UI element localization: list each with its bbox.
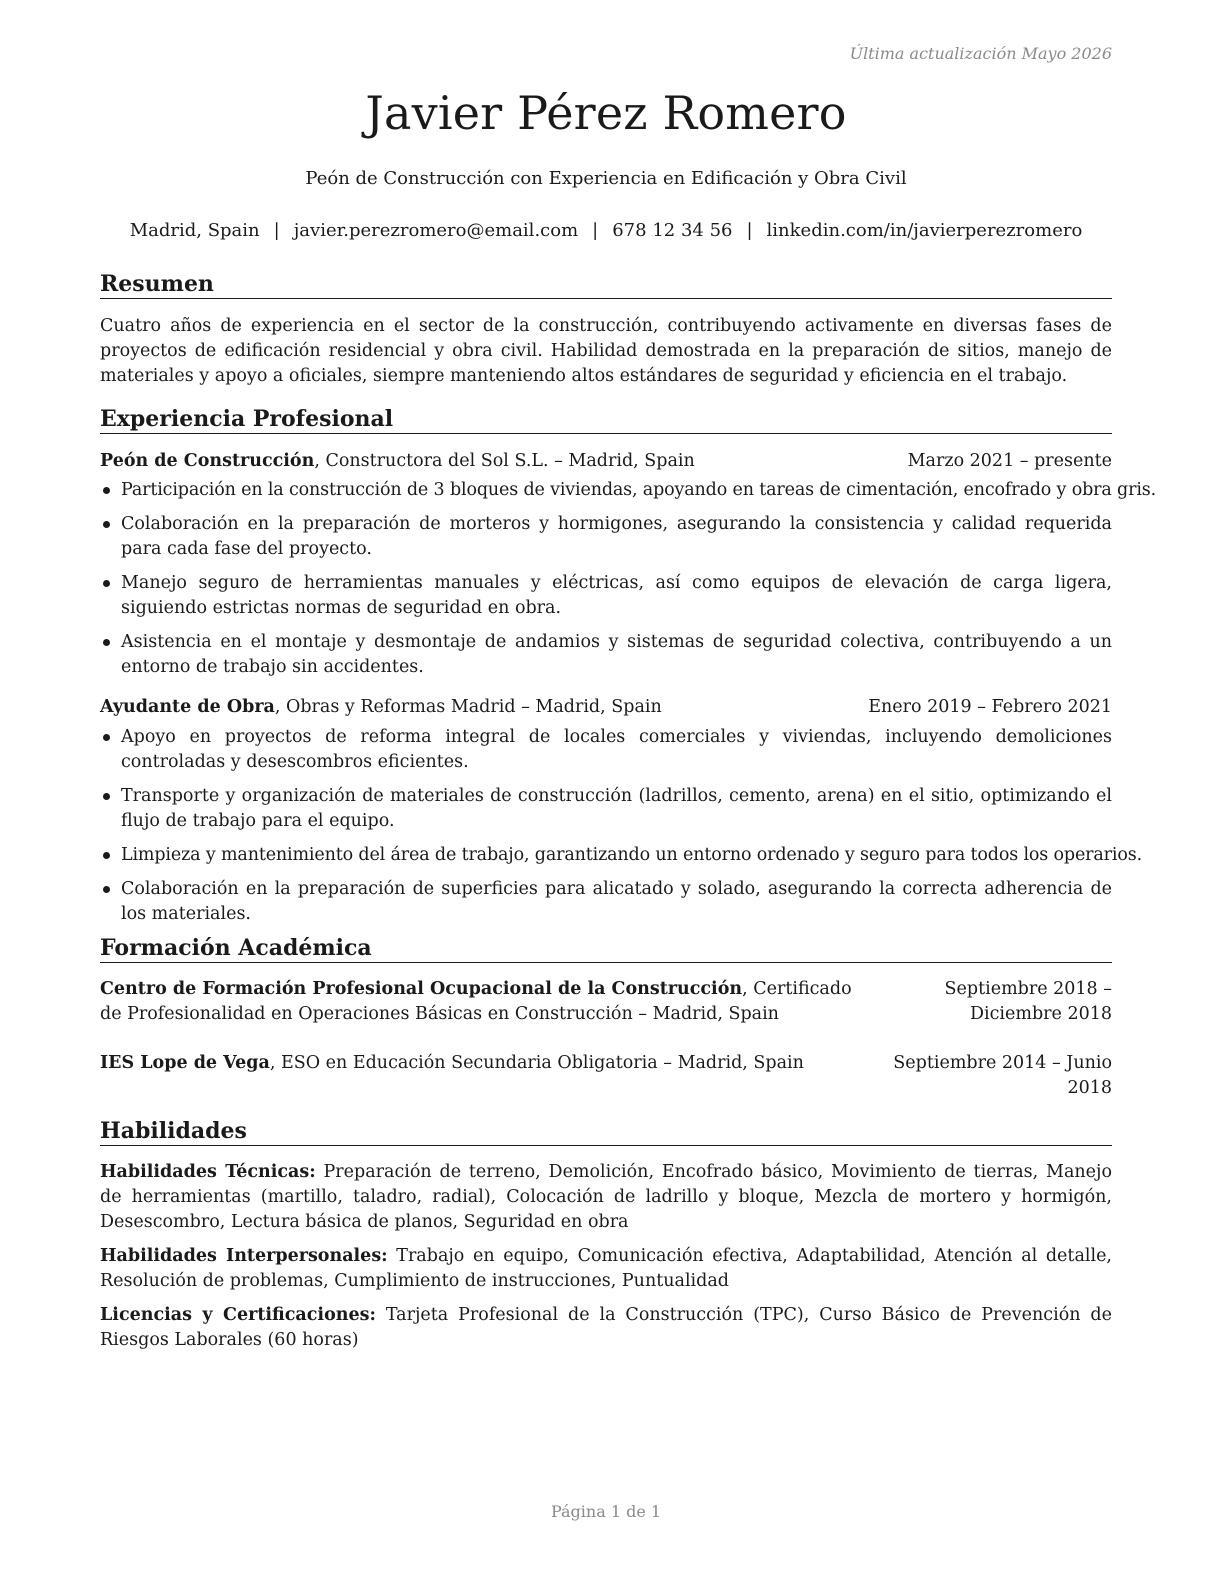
- skills-text: Preparación de terreno, Demolición, Encofrado básico, Movimiento de tierras, Manejo de herramientas (martillo, taladro, radial), Colocación de ladrillo y bloque, Mezcla de mortero y hormigón, Desescombro, Lectura básica de planos, Seguridad en obra: [100, 1162, 1112, 1232]
- list-item: Colaboración en la preparación de morteros y hormigones, asegurando la consistencia y calidad requerida para cada fase del proyecto.: [100, 512, 1112, 562]
- section-title-summary: Resumen: [100, 270, 1112, 299]
- section-title-skills: Habilidades: [100, 1117, 1112, 1146]
- list-item: Apoyo en proyectos de reforma integral de locales comerciales y viviendas, incluyendo demoliciones controladas y desescombros eficientes.: [100, 725, 1112, 775]
- job-dates: Enero 2019 – Febrero 2021: [868, 697, 1112, 717]
- contact-phone: 678 12 34 56: [612, 220, 733, 241]
- skills-label: Habilidades Interpersonales:: [100, 1246, 388, 1266]
- list-item: Manejo seguro de herramientas manuales y eléctricas, así como equipos de elevación de carga ligera, siguiendo estrictas normas de seguridad en obra.: [100, 571, 1112, 621]
- skills-text: Trabajo en equipo, Comunicación efectiva, Adaptabilidad, Atención al detalle, Resolución de problemas, Cumplimiento de instrucciones, Puntualidad: [100, 1246, 1112, 1291]
- job-role: Peón de Construcción: [100, 451, 315, 471]
- contact-linkedin[interactable]: linkedin.com/in/javierperezromero: [766, 220, 1083, 241]
- list-item: Participación en la construcción de 3 bloques de viviendas, apoyando en tareas de cimentación, encofrado y obra gris.: [100, 478, 1112, 503]
- contact-line: [100, 220, 1112, 241]
- resume-page: [100, 0, 1157, 1584]
- job-bullets: [100, 478, 1157, 689]
- skills-text: Tarjeta Profesional de la Construcción (TPC), Curso Básico de Prevención de Riesgos Laborales (60 horas): [100, 1305, 1112, 1350]
- list-item: Transporte y organización de materiales de construcción (ladrillos, cemento, arena) en el sitio, optimizando el flujo de trabajo para el equipo.: [100, 784, 1112, 834]
- contact-separator: |: [273, 220, 280, 241]
- summary-text: Cuatro años de experiencia en el sector de la construcción, contribuyendo activamente en diversas fases de proyectos de edificación residencial y obra civil. Habilidad demostrada en la preparación de sitios, manejo de materiales y apoyo a oficiales, siempre manteniendo altos estándares de seguridad y eficiencia en el trabajo.: [100, 316, 1112, 386]
- education-detail: , Certificado de Profesionalidad en Operaciones Básicas en Construcción – Madrid, Spain: [100, 979, 852, 1024]
- list-item: Asistencia en el montaje y desmontaje de andamios y sistemas de seguridad colectiva, contribuyendo a un entorno de trabajo sin accidentes.: [100, 630, 1112, 680]
- education-main: [100, 1051, 870, 1076]
- headline: Peón de Construcción con Experiencia en Edificación y Obra Civil: [305, 168, 907, 189]
- section-title-experience: Experiencia Profesional: [100, 405, 1112, 434]
- job-company: , Obras y Reformas Madrid – Madrid, Spain: [274, 697, 662, 717]
- job-dates: Marzo 2021 – presente: [907, 451, 1112, 471]
- job-title-line: [100, 695, 662, 720]
- list-item: Colaboración en la preparación de superficies para alicatado y solado, asegurando la correcta adherencia de los materiales.: [100, 877, 1112, 927]
- skills-group-interpersonal: [100, 1244, 1112, 1294]
- job-title-line: [100, 449, 695, 474]
- education-main: [100, 977, 870, 1027]
- education-dates: Septiembre 2018 – Diciembre 2018: [944, 979, 1112, 1024]
- job-bullets: [100, 725, 1142, 936]
- skills-label: Licencias y Certificaciones:: [100, 1305, 376, 1325]
- skills-group-technical: [100, 1160, 1112, 1235]
- job-company: , Constructora del Sol S.L. – Madrid, Spain: [314, 451, 695, 471]
- section-title-education: Formación Académica: [100, 934, 1112, 963]
- education-dates: Septiembre 2014 – Junio 2018: [893, 1053, 1112, 1098]
- education-institution: Centro de Formación Profesional Ocupacional de la Construcción: [100, 979, 743, 999]
- skills-label: Habilidades Técnicas:: [100, 1162, 316, 1182]
- education-institution: IES Lope de Vega: [100, 1053, 270, 1073]
- last-updated: Última actualización Mayo 2026: [849, 44, 1112, 63]
- job-role: Ayudante de Obra: [100, 697, 275, 717]
- contact-separator: |: [592, 220, 599, 241]
- contact-email[interactable]: javier.perezromero@email.com: [293, 220, 579, 241]
- list-item: Limpieza y mantenimiento del área de trabajo, garantizando un entorno ordenado y seguro para todos los operarios.: [100, 843, 1112, 868]
- contact-separator: |: [746, 220, 753, 241]
- page-number: Página 1 de 1: [550, 1502, 662, 1521]
- candidate-name: Javier Pérez Romero: [365, 86, 847, 140]
- education-detail: , ESO en Educación Secundaria Obligatoria – Madrid, Spain: [269, 1053, 804, 1073]
- skills-group-licenses: [100, 1303, 1112, 1353]
- contact-location: Madrid, Spain: [129, 220, 260, 241]
